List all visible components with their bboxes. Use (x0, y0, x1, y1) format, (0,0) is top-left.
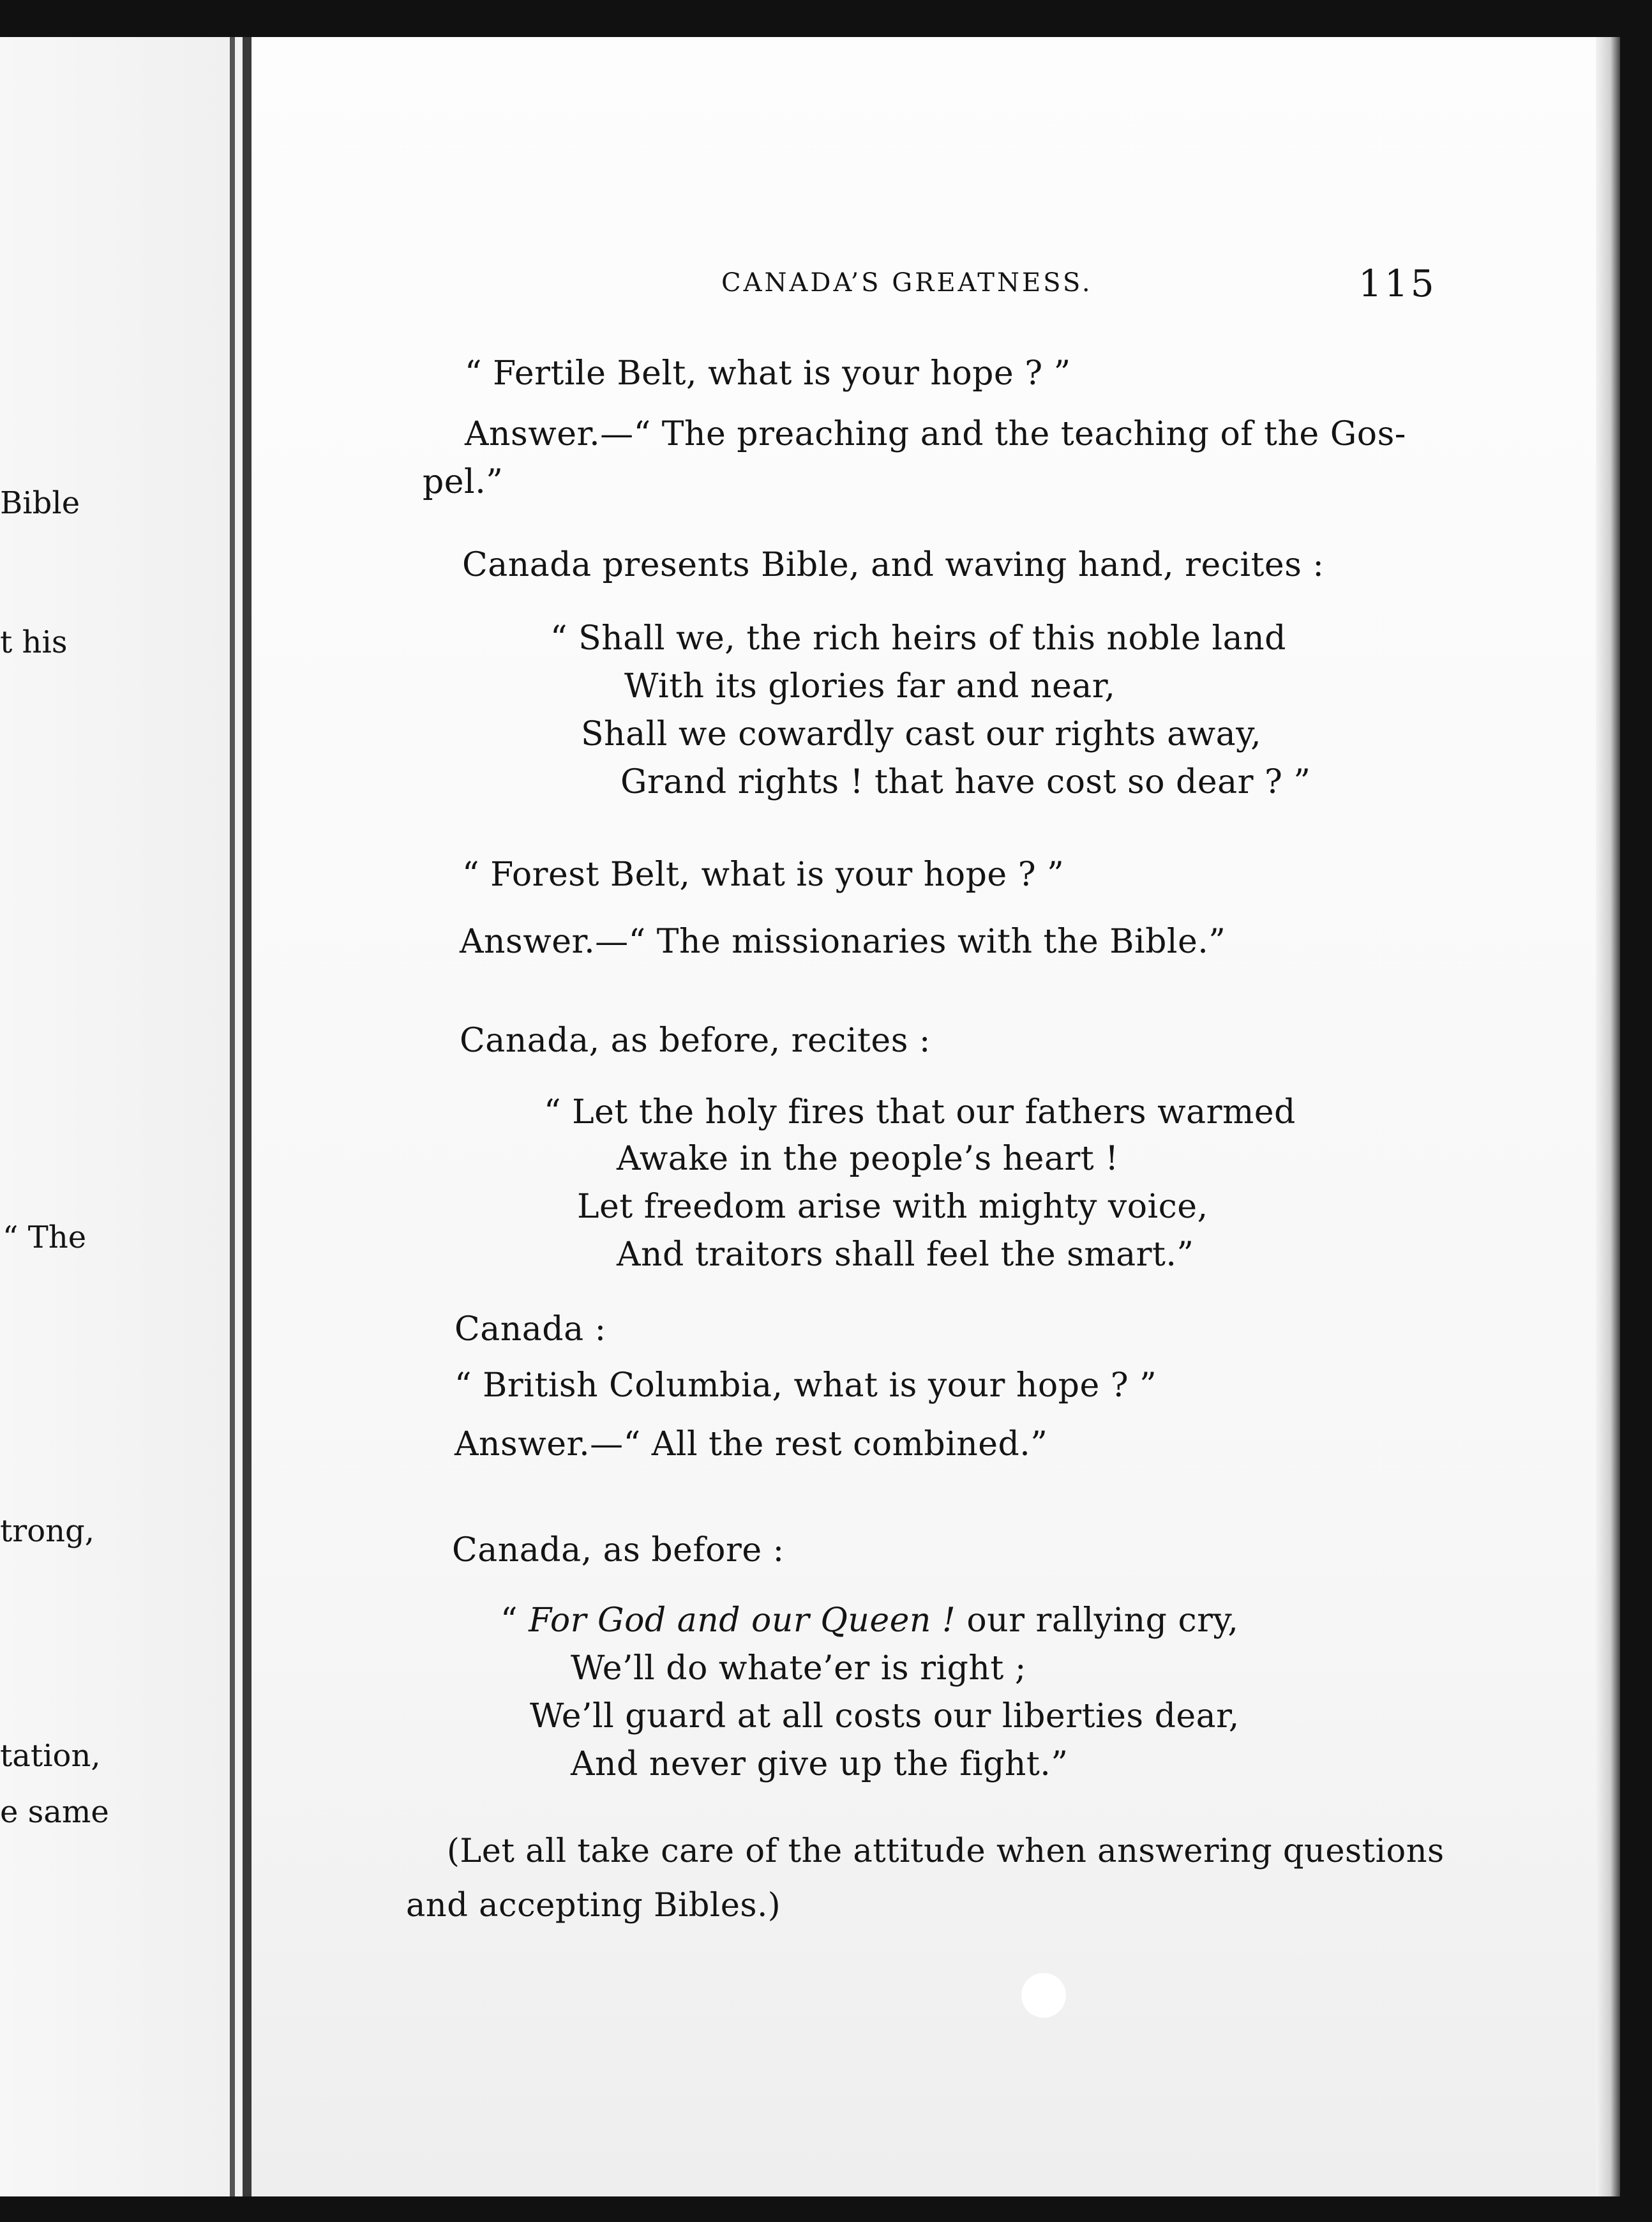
stage-direction: Canada : (454, 1310, 606, 1349)
verse-line: “ Let the holy fires that our fathers warmed (544, 1093, 1296, 1131)
stage-direction: Canada presents Bible, and waving hand, recites : (462, 546, 1325, 584)
text-line: Answer.—“ The missionaries with the Bible.” (460, 923, 1226, 961)
left-fragment: t his (0, 624, 68, 660)
text-line: “ British Columbia, what is your hope ? ” (454, 1366, 1157, 1405)
text-line: “ Forest Belt, what is your hope ? ” (462, 856, 1065, 894)
facing-page-left (0, 37, 230, 2196)
verse-line: Grand rights ! that have cost so dear ? ” (620, 763, 1311, 801)
closing-note: and accepting Bibles.) (406, 1887, 781, 1924)
verse-line: Let freedom arise with mighty voice, (577, 1188, 1208, 1226)
left-fragment: Bible (0, 485, 80, 521)
verse-line: Awake in the people’s heart ! (617, 1140, 1119, 1178)
closing-note: (Let all take care of the attitude when answering questions (447, 1833, 1445, 1870)
paper-speck (1021, 1973, 1066, 2018)
verse-line: “ Shall we, the rich heirs of this noble land (550, 619, 1286, 658)
verse-rest: our rallying cry, (956, 1601, 1239, 1640)
verse-line: We’ll do whate’er is right ; (571, 1649, 1026, 1688)
scan-border-top (0, 0, 1652, 37)
verse-line: And never give up the fight.” (571, 1745, 1069, 1783)
verse-quote-open: “ (500, 1601, 529, 1640)
stage-direction: Canada, as before : (452, 1531, 785, 1569)
left-fragment: trong, (0, 1513, 95, 1549)
text-line: Answer.—“ All the rest combined.” (454, 1425, 1048, 1463)
verse-italic-phrase: For God and our Queen ! (529, 1601, 956, 1640)
scan-border-right (1620, 0, 1652, 2222)
page-edge-shadow (1596, 37, 1620, 2196)
running-head: CANADA’S GREATNESS. (721, 268, 1093, 298)
page-number: 115 (1358, 262, 1437, 305)
text-line: Answer.—“ The preaching and the teaching of the Gos- (465, 415, 1406, 453)
verse-line: With its glories far and near, (624, 667, 1116, 706)
text-line: “ Fertile Belt, what is your hope ? ” (465, 354, 1071, 393)
verse-line (500, 1601, 1238, 1640)
left-fragment: tation, (0, 1738, 101, 1774)
left-fragment: “ The (3, 1220, 87, 1255)
text-line: pel.” (423, 463, 504, 501)
page-binding (243, 37, 252, 2196)
left-fragment: e same (0, 1794, 109, 1830)
verse-line: And traitors shall feel the smart.” (617, 1236, 1194, 1274)
verse-line: We’ll guard at all costs our liberties dear, (530, 1697, 1240, 1735)
gutter-space (235, 37, 243, 2196)
verse-line: Shall we cowardly cast our rights away, (581, 715, 1262, 753)
scan-border-bottom (0, 2196, 1652, 2222)
stage-direction: Canada, as before, recites : (460, 1022, 931, 1060)
gutter-line (230, 37, 235, 2196)
